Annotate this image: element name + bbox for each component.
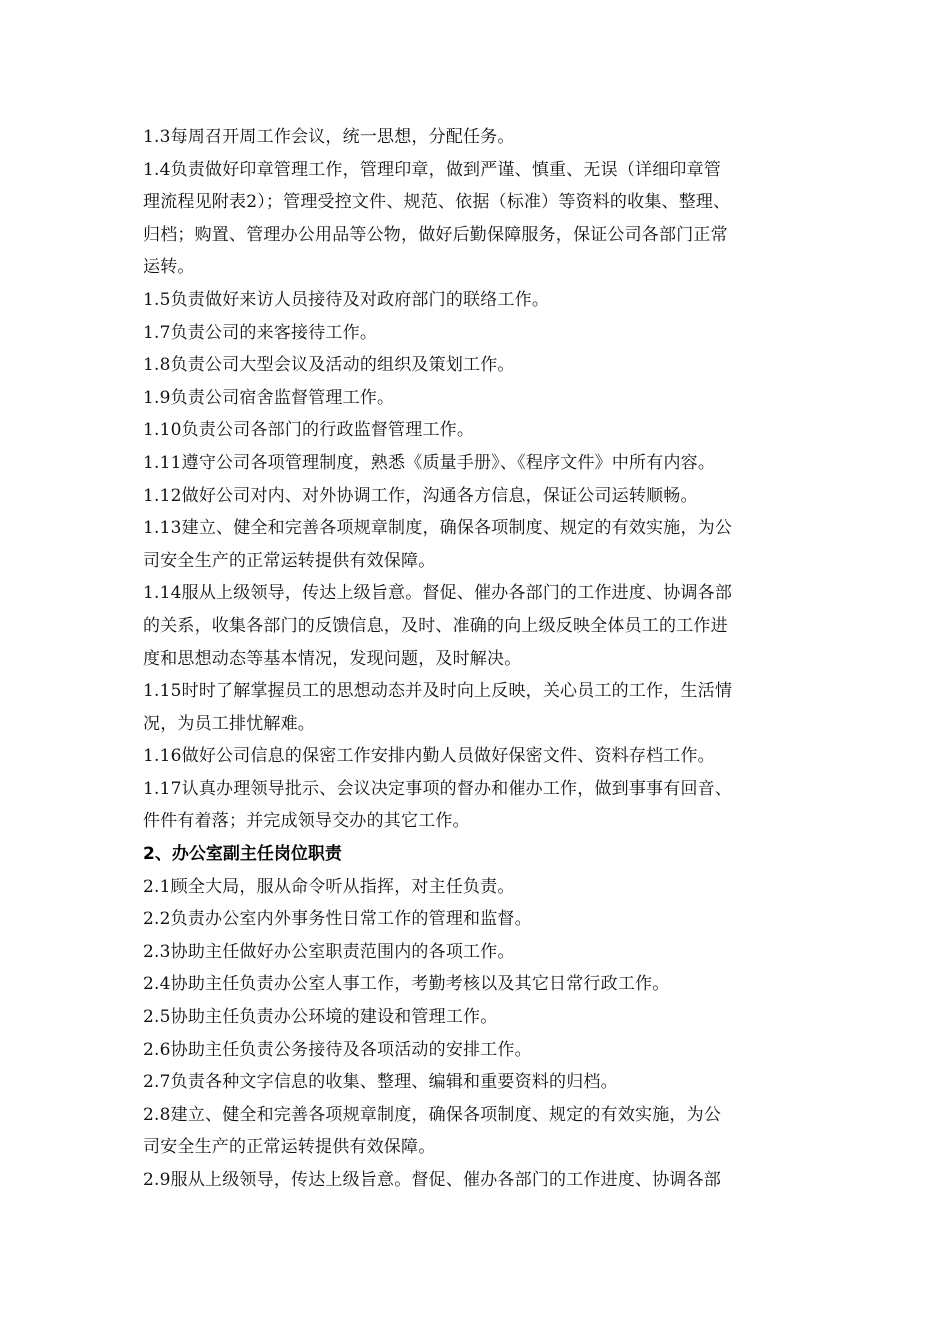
text-line: 2.3协助主任做好办公室职责范围内的各项工作。 [143,941,515,962]
text-line: 2.6协助主任负责公务接待及各项活动的安排工作。 [143,1039,532,1060]
text-line: 2.8建立、健全和完善各项规章制度，确保各项制度、规定的有效实施，为公 [143,1104,722,1125]
text-line: 1.13建立、健全和完善各项规章制度，确保各项制度、规定的有效实施，为公 [143,518,733,539]
text-line: 2.7负责各种文字信息的收集、整理、编辑和重要资料的归档。 [143,1072,618,1093]
text-line: 1.10负责公司各部门的行政监督管理工作。 [143,420,475,441]
text-line: 况，为员工排忧解难。 [143,713,315,734]
text-line: 1.11遵守公司各项管理制度，熟悉《质量手册》、《程序文件》中所有内容。 [143,452,716,473]
text-line: 1.8负责公司大型会议及活动的组织及策划工作。 [143,355,515,376]
text-line: 2.1顾全大局，服从命令听从指挥，对主任负责。 [143,876,515,897]
text-line: 件件有着落；并完成领导交办的其它工作。 [143,811,470,832]
text-line: 2.5协助主任负责办公环境的建设和管理工作。 [143,1007,498,1028]
text-line: 1.14服从上级领导，传达上级旨意。督促、催办各部门的工作进度、协调各部 [143,583,733,604]
text-line: 归档；购置、管理办公用品等公物，做好后勤保障服务，保证公司各部门正常 [143,224,728,245]
text-line: 1.12做好公司对内、对外协调工作，沟通各方信息，保证公司运转顺畅。 [143,485,698,506]
text-line: 度和思想动态等基本情况，发现问题，及时解决。 [143,648,522,669]
text-line: 1.7负责公司的来客接待工作。 [143,322,378,343]
text-line: 1.17认真办理领导批示、会议决定事项的督办和催办工作，做到事事有回音、 [143,778,733,799]
text-line: 的关系，收集各部门的反馈信息，及时、准确的向上级反映全体员工的工作进 [143,615,728,636]
text-line: 2.4协助主任负责办公室人事工作，考勤考核以及其它日常行政工作。 [143,974,670,995]
section-heading: 2、办公室副主任岗位职责 [143,844,342,865]
document-body [143,121,808,1197]
text-line: 1.15时时了解掌握员工的思想动态并及时向上反映，关心员工的工作，生活情 [143,681,733,702]
text-line: 1.16做好公司信息的保密工作安排内勤人员做好保密文件、资料存档工作。 [143,746,715,767]
text-line: 理流程见附表2）；管理受控文件、规范、依据（标准）等资料的收集、整理、 [143,192,731,213]
text-line: 2.2负责办公室内外事务性日常工作的管理和监督。 [143,909,532,930]
text-line: 司安全生产的正常运转提供有效保障。 [143,550,436,571]
text-line: 运转。 [143,257,195,278]
text-line: 2.9服从上级领导，传达上级旨意。督促、催办各部门的工作进度、协调各部 [143,1170,722,1190]
text-line: 司安全生产的正常运转提供有效保障。 [143,1137,436,1158]
text-line: 1.5负责做好来访人员接待及对政府部门的联络工作。 [143,289,550,310]
text-line: 1.3每周召开周工作会议，统一思想，分配任务。 [143,127,515,147]
text-line: 1.9负责公司宿舍监督管理工作。 [143,387,395,408]
text-line: 1.4负责做好印章管理工作，管理印章，做到严谨、慎重、无误（详细印章管 [143,159,722,180]
